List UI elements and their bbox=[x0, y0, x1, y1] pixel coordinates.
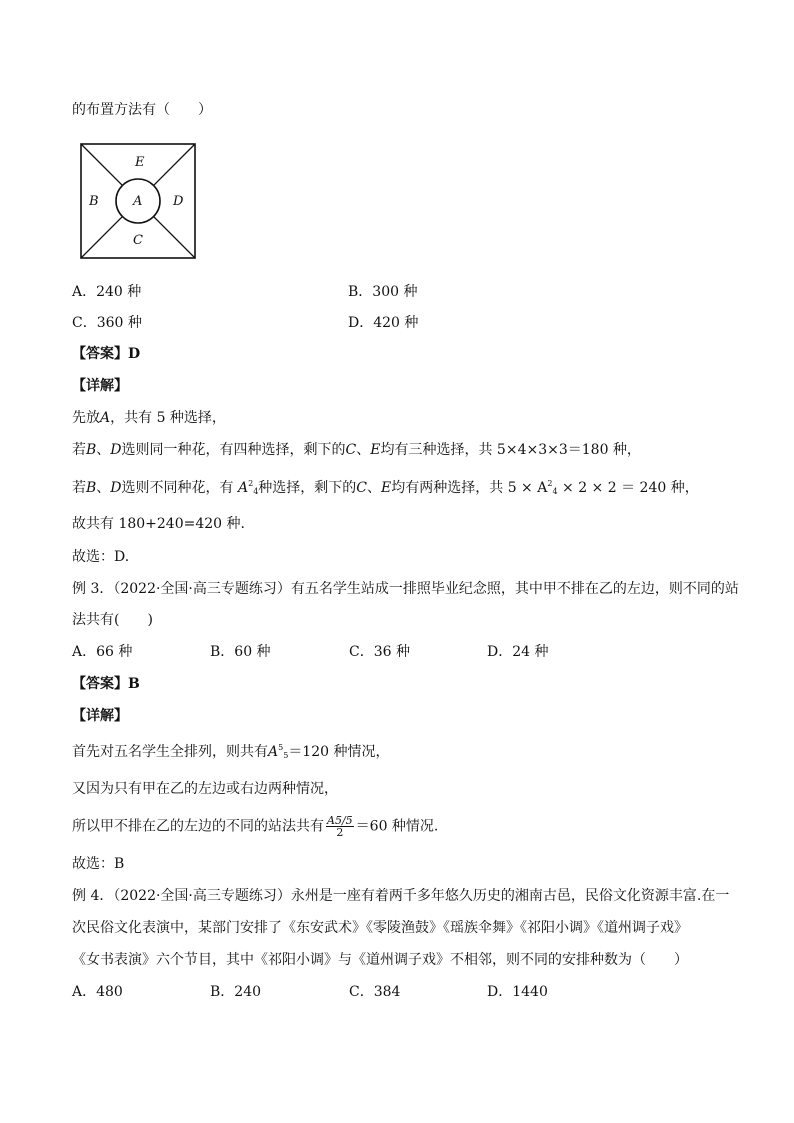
q3-option-d: D．24 种 bbox=[487, 644, 549, 660]
q3-option-a: A．66 种 bbox=[72, 644, 133, 660]
answer-label: 【答案】D bbox=[72, 346, 141, 362]
region-label-a: A bbox=[133, 194, 143, 209]
q3-option-b: B．60 种 bbox=[210, 644, 271, 660]
q4-option-d: D．1440 bbox=[487, 984, 548, 1000]
diagonal-tl bbox=[81, 144, 122, 185]
q3-detail-line-3: 所以甲不排在乙的左边的不同的站法共有 $\frac{A5/5}{2}$ ＝60 种情况. bbox=[72, 814, 439, 839]
diagonal-bl bbox=[81, 217, 122, 258]
detail-line-5: 故选：D. bbox=[72, 549, 130, 565]
region-label-b: B bbox=[89, 194, 99, 209]
q3-detail-line-1: 首先对五名学生全排列，则共有$A^5_5=120$ 种情况， bbox=[72, 743, 390, 760]
detail-line-3: 若B、D选则不同种花，有 $A^2_4$种选择，剩下的C、E均有两种选择，共 $5 \times A^2_4 \times 2 \times 2 = 240$ 种， bbox=[72, 479, 699, 496]
detail-header: 【详解】 bbox=[72, 378, 128, 394]
option-a: A．240 种 bbox=[72, 284, 142, 300]
question-stem-tail: 的布置方法有（ ） bbox=[72, 102, 212, 118]
q4-option-b: B．240 bbox=[210, 984, 262, 1000]
q3-answer-label: 【答案】B bbox=[72, 676, 140, 692]
region-label-c: C bbox=[133, 233, 143, 248]
q3-option-c: C．36 种 bbox=[349, 644, 410, 660]
diagonal-tr bbox=[154, 144, 195, 185]
option-c: C．360 种 bbox=[72, 315, 142, 331]
detail-line-4: 故共有 180+240=420 种. bbox=[72, 516, 245, 532]
fraction: $\frac{A5/5}{2}$ bbox=[327, 814, 353, 839]
option-d: D．420 种 bbox=[348, 315, 419, 331]
question-3-line-2: 法共有( ) bbox=[72, 612, 153, 628]
question-4-line-1: 例 4．（2022·全国·高三专题练习）永州是一座有着两千多年悠久历史的湘南古邑，民俗文化资源丰富.在一 bbox=[72, 888, 730, 904]
region-label-d: D bbox=[173, 194, 184, 209]
q3-detail-line-4: 故选：B bbox=[72, 856, 125, 872]
q3-detail-header: 【详解】 bbox=[72, 708, 128, 724]
q4-option-a: A．480 bbox=[72, 984, 123, 1000]
option-b: B．300 种 bbox=[348, 284, 418, 300]
q3-detail-line-2: 又因为只有甲在乙的左边或右边两种情况， bbox=[72, 781, 338, 797]
question-4-line-2: 次民俗文化表演中，某部门安排了《东安武术》《零陵渔鼓》《瑶族伞舞》《祁阳小调》《道州调子戏》 bbox=[72, 920, 688, 936]
region-label-e: E bbox=[135, 155, 145, 170]
detail-line-2: 若B、D选则同一种花，有四种选择，剩下的C、E均有三种选择，共 5×4×3×3＝180 种， bbox=[72, 442, 641, 458]
question-3-line-1: 例 3．（2022·全国·高三专题练习）有五名学生站成一排照毕业纪念照，其中甲不排在乙的左边，则不同的站 bbox=[72, 581, 739, 597]
diagonal-br bbox=[154, 217, 195, 258]
detail-line-1: 先放A，共有 5 种选择， bbox=[72, 410, 226, 426]
q4-option-c: C．384 bbox=[349, 984, 401, 1000]
question-4-line-3: 《女书表演》六个节目，其中《祁阳小调》与《道州调子戏》不相邻，则不同的安排种数为（ ） bbox=[72, 952, 688, 968]
flower-bed-figure bbox=[80, 143, 196, 259]
